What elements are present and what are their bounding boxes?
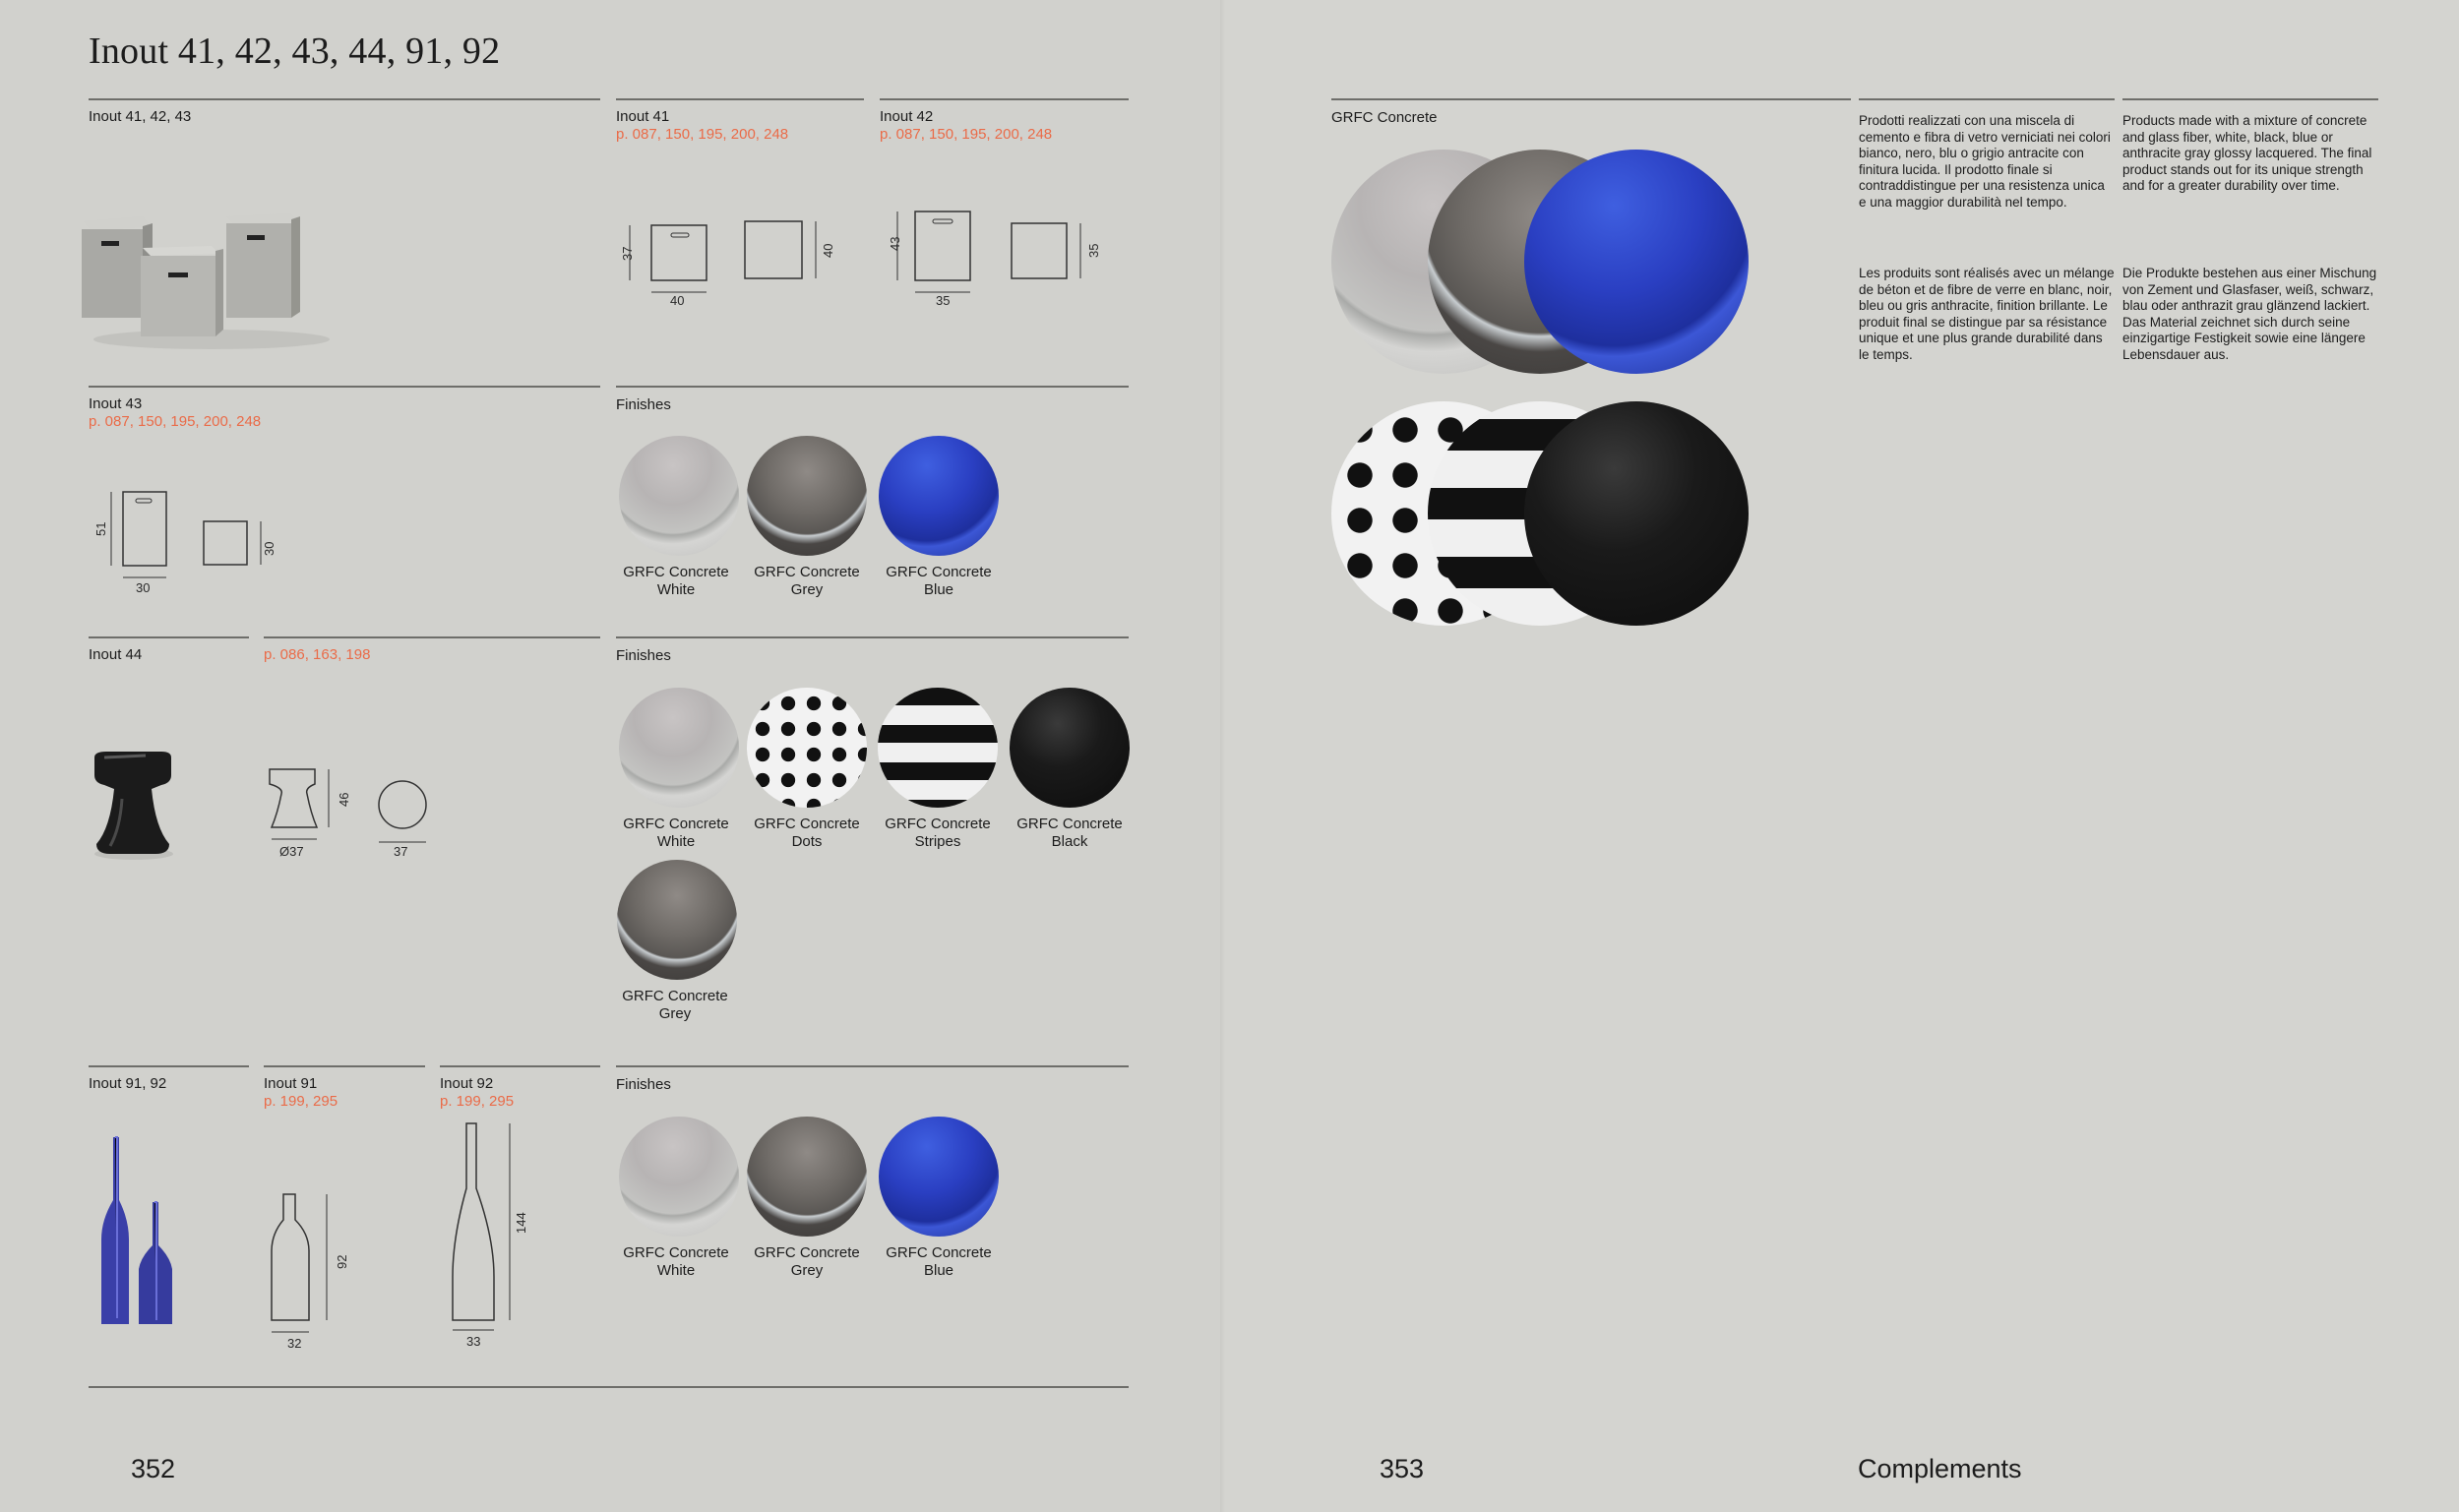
finishes-label: Finishes [616, 1076, 671, 1093]
dim-inout-41-height: 37 [620, 246, 635, 261]
page-number-right: 353 [1380, 1454, 1425, 1483]
finishes-label: Finishes [616, 396, 671, 413]
dim-inout-43-width: 30 [136, 580, 151, 595]
drawing-inout-43-front [103, 487, 202, 595]
dim-inout-91-height: 92 [335, 1254, 349, 1269]
finishes-label: Finishes [616, 647, 671, 664]
material-label: GRFC Concrete [1331, 109, 1438, 126]
divider [1331, 98, 1851, 100]
dim-inout-91-width: 32 [287, 1336, 302, 1351]
dim-inout-44-top: 37 [394, 844, 408, 859]
divider [89, 1386, 1129, 1388]
product-photo-inout-41-42-43 [74, 202, 349, 349]
label-inout-44: Inout 44 [89, 646, 143, 663]
dim-inout-92-height: 144 [514, 1212, 528, 1234]
finish-swatch-stripes [878, 688, 998, 808]
label-inout-41: Inout 41 [616, 108, 670, 125]
finish-caption-stripes: GRFC Concrete Stripes [885, 816, 991, 850]
finish-caption-dots: GRFC Concrete Dots [754, 816, 860, 850]
finish-swatch-dots [747, 688, 867, 808]
dim-inout-41-width: 40 [670, 293, 685, 308]
dim-inout-42-depth: 35 [1086, 243, 1101, 258]
label-inout-43: Inout 43 [89, 395, 143, 412]
dim-inout-43-height: 51 [93, 521, 108, 536]
description-french: Les produits sont réalisés avec un mélange de béton et de fibre de verre en blanc, noir, bleu ou gris anthracite, finition brillante. Le produit final se distingue par sa résistance unique et une plus grande durabilité dans le temps. [1859, 266, 2115, 362]
finish-swatch-white [619, 436, 739, 556]
section-label-inout-41-42-43: Inout 41, 42, 43 [89, 108, 192, 125]
finish-swatch-grey [747, 1117, 867, 1237]
page-refs-inout-41: p. 087, 150, 195, 200, 248 [616, 126, 789, 143]
dim-inout-44-diameter: Ø37 [279, 844, 304, 859]
finish-swatch-grey [617, 860, 737, 980]
label-inout-92: Inout 92 [440, 1075, 494, 1092]
page-refs-inout-42: p. 087, 150, 195, 200, 248 [880, 126, 1053, 143]
finish-caption-white: GRFC Concrete White [623, 1244, 729, 1279]
finish-caption-black: GRFC Concrete Black [1016, 816, 1123, 850]
divider [880, 98, 1129, 100]
label-inout-42: Inout 42 [880, 108, 934, 125]
product-photo-inout-44 [87, 750, 181, 860]
divider [2122, 98, 2378, 100]
section-name: Complements [1858, 1454, 2022, 1483]
dim-inout-43-depth: 30 [262, 541, 277, 556]
finish-swatch-white [619, 1117, 739, 1237]
dim-inout-41-depth: 40 [821, 243, 835, 258]
finish-caption-grey: GRFC Concrete Grey [754, 1244, 860, 1279]
page-refs-inout-43: p. 087, 150, 195, 200, 248 [89, 413, 262, 430]
material-sample-black [1524, 401, 1749, 626]
page-refs-inout-44: p. 086, 163, 198 [264, 646, 371, 663]
finish-caption-blue: GRFC Concrete Blue [886, 564, 992, 598]
page-title: Inout 41, 42, 43, 44, 91, 92 [89, 30, 501, 72]
finish-caption-blue: GRFC Concrete Blue [886, 1244, 992, 1279]
dim-inout-42-width: 35 [936, 293, 951, 308]
right-page [1225, 0, 2459, 1512]
page-refs-inout-92: p. 199, 295 [440, 1093, 515, 1110]
divider [440, 1065, 600, 1067]
divider [264, 636, 600, 638]
finish-caption-grey: GRFC Concrete Grey [754, 564, 860, 598]
label-inout-91-92: Inout 91, 92 [89, 1075, 167, 1092]
description-english: Products made with a mixture of concrete and glass fiber, white, black, blue or anthracite gray glossy lacquered. The final product stands out for its unique strength and for a greater durability over time. [2122, 113, 2372, 193]
divider [616, 98, 864, 100]
dim-inout-42-height: 43 [888, 236, 902, 251]
drawing-inout-44-top [377, 777, 436, 846]
finish-swatch-white [619, 688, 739, 808]
product-photo-inout-91-92 [93, 1131, 192, 1328]
divider [616, 636, 1129, 638]
finish-caption-white: GRFC Concrete White [623, 816, 729, 850]
material-sample-blue [1524, 150, 1749, 374]
divider [89, 98, 600, 100]
label-inout-91: Inout 91 [264, 1075, 318, 1092]
finish-caption-grey: GRFC Concrete Grey [622, 988, 728, 1022]
divider [616, 386, 1129, 388]
divider [89, 386, 600, 388]
divider [264, 1065, 425, 1067]
finish-swatch-blue [879, 1117, 999, 1237]
finish-swatch-blue [879, 436, 999, 556]
finish-caption-white: GRFC Concrete White [623, 564, 729, 598]
divider [616, 1065, 1129, 1067]
divider [89, 636, 249, 638]
dim-inout-92-width: 33 [466, 1334, 481, 1349]
page-refs-inout-91: p. 199, 295 [264, 1093, 338, 1110]
finish-swatch-grey [747, 436, 867, 556]
dim-inout-44-height: 46 [337, 792, 351, 807]
drawing-inout-91 [266, 1190, 344, 1338]
page-number-left: 352 [131, 1454, 176, 1483]
left-page [0, 0, 1225, 1512]
divider [89, 1065, 249, 1067]
description-german: Die Produkte bestehen aus einer Mischung von Zement und Glasfaser, weiß, schwarz, blau oder anthrazit grau glänzend lackiert. Das Material zeichnet sich durch seine einzigartige Festigkeit sowie eine längere Lebensdauer aus. [2122, 266, 2377, 362]
divider [1859, 98, 2115, 100]
finish-swatch-black [1010, 688, 1130, 808]
description-italian: Prodotti realizzati con una miscela di cemento e fibra di vetro verniciati nei colori bianco, nero, blu o grigio antracite con finitura lucida. Il prodotto finale si contraddistingue per una resistenza unica e una maggior durabilità nel tempo. [1859, 113, 2111, 210]
